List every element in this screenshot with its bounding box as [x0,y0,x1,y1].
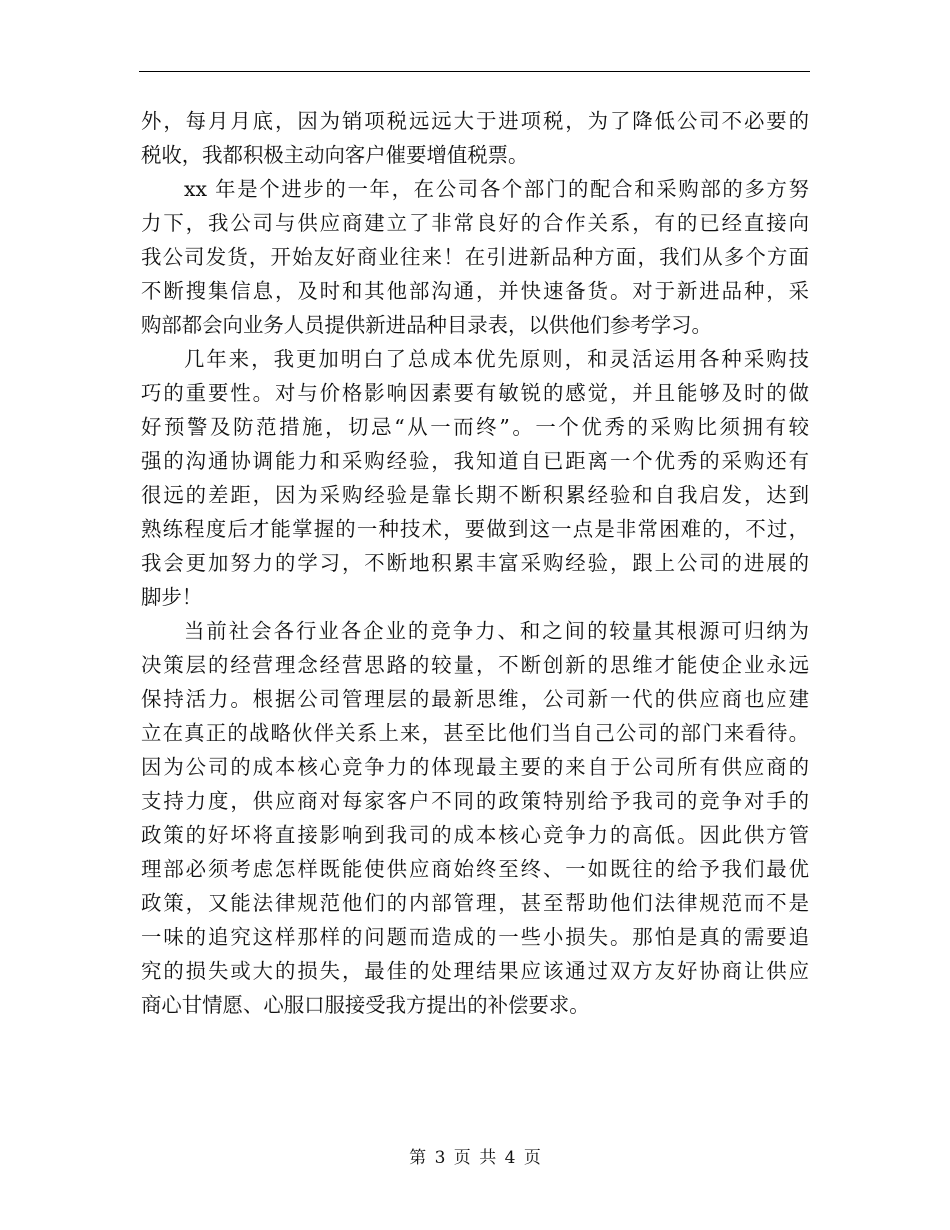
paragraph-line: 决策层的经营理念经营思路的较量，不断创新的思维才能使企业永远 [141,653,809,677]
header-rule [139,71,810,72]
paragraph-line: 几年来，我更加明白了总成本优先原则，和灵活运用各种采购技 [184,347,809,371]
paragraph-line: 保持活力。根据公司管理层的最新思维，公司新一代的供应商也应建 [141,687,809,711]
paragraph-line: 税收，我都积极主动向客户催要增值税票。 [141,143,529,167]
paragraph-line: 政策，又能法律规范他们的内部管理，甚至帮助他们法律规范而不是 [141,891,809,915]
paragraph-line: 立在真正的战略伙伴关系上来，甚至比他们当自己公司的部门来看待。 [141,721,809,745]
paragraph-line: 究的损失或大的损失，最佳的处理结果应该通过双方友好协商让供应 [141,959,809,983]
paragraph [141,172,809,342]
paragraph-line: 一味的追究这样那样的问题而造成的一些小损失。那怕是真的需要追 [141,925,809,949]
paragraph-line: 政策的好坏将直接影响到我司的成本核心竞争力的高低。因此供方管 [141,823,809,847]
paragraph-line: 力下，我公司与供应商建立了非常良好的合作关系，有的已经直接向 [141,211,809,235]
paragraph-line: 脚步！ [141,585,203,609]
paragraph-line: 熟练程度后才能掌握的一种技术，要做到这一点是非常困难的，不过， [141,517,809,541]
paragraph-line: 巧的重要性。对与价格影响因素要有敏锐的感觉，并且能够及时的做 [141,381,809,405]
paragraph-line: xx 年是个进步的一年，在公司各个部门的配合和采购部的多方努 [184,177,809,201]
paragraph-line: 支持力度，供应商对每家客户不同的政策特别给予我司的竞争对手的 [141,789,809,813]
paragraph-line: 理部必须考虑怎样既能使供应商始终至终、一如既往的给予我们最优 [141,857,809,881]
paragraph-line: 购部都会向业务人员提供新进品种目录表，以供他们参考学习。 [141,313,712,337]
paragraph [141,342,809,614]
page-number-label: 第 3 页 共 4 页 [409,1148,541,1168]
page-footer [0,1147,950,1169]
paragraph-line: 强的沟通协调能力和采购经验，我知道自已距离一个优秀的采购还有 [141,449,809,473]
document-body [141,104,809,1022]
paragraph-line: 好预警及防范措施，切忌“从一而终”。一个优秀的采购比须拥有较 [141,415,809,439]
paragraph-line: 因为公司的成本核心竞争力的体现最主要的来自于公司所有供应商的 [141,755,809,779]
paragraph [141,104,809,172]
paragraph-line: 很远的差距，因为采购经验是靠长期不断积累经验和自我启发，达到 [141,483,809,507]
paragraph-line: 不断搜集信息，及时和其他部沟通，并快速备货。对于新进品种，采 [141,279,809,303]
paragraph-line: 外，每月月底，因为销项税远远大于进项税，为了降低公司不必要的 [141,109,809,133]
paragraph-line: 当前社会各行业各企业的竞争力、和之间的较量其根源可归纳为 [184,619,809,643]
paragraph-line: 我公司发货，开始友好商业往来！在引进新品种方面，我们从多个方面 [141,245,809,269]
paragraph-line: 商心甘情愿、心服口服接受我方提出的补偿要求。 [141,993,590,1017]
paragraph-line: 我会更加努力的学习，不断地积累丰富采购经验，跟上公司的进展的 [141,551,809,575]
paragraph [141,614,809,1022]
